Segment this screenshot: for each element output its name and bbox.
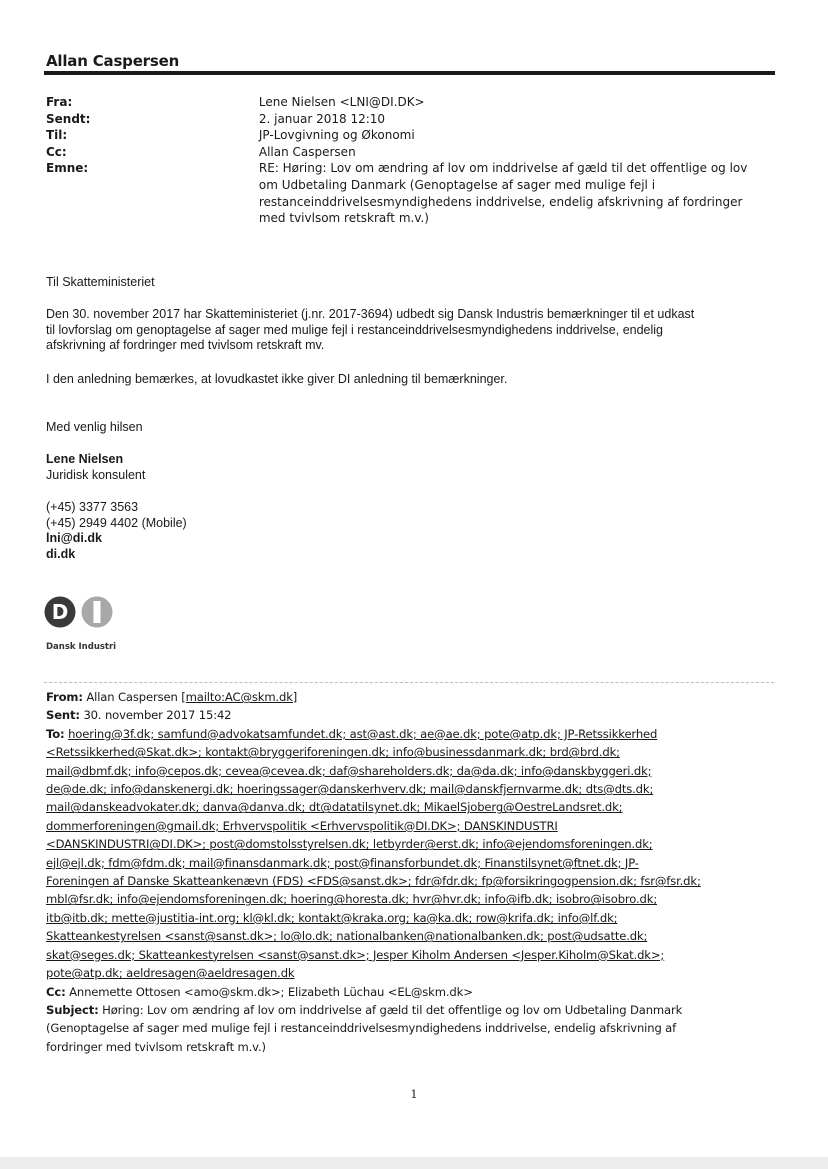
fwd-from-mailto-link[interactable]: [mailto:AC@skm.dk] [181,690,298,704]
subject-label: Emne: [46,161,89,176]
fwd-to [46,725,786,983]
forward-separator [44,682,774,683]
fwd-to-line[interactable]: mbl@fsr.dk; info@ejendomsforeningen.dk; hoering@horesta.dk; hvr@hvr.dk; info@ifb.dk; isobro@isobro.dk; [46,892,658,907]
signature-name: Lene Nielsen [46,452,124,466]
greeting: Til Skatteministeriet [46,275,155,289]
fwd-to-line[interactable]: <DANSKINDUSTRI@DI.DK>; post@domstolsstyrelsen.dk; letbyrder@erst.dk; info@ejendomsforeningen.dk; [46,837,653,852]
fwd-to-line[interactable]: ejl@ejl.dk; fdm@fdm.dk; mail@finansdanmark.dk; post@finansforbundet.dk; Finanstilsynet@ftnet.dk; JP- [46,855,639,870]
fwd-cc [46,983,786,1001]
fwd-cc-label: Cc: [46,984,66,999]
header-row-cc [46,144,776,161]
fwd-to-line[interactable]: skat@seges.dk; Skatteankestyrelsen <sanst@sanst.dk>; Jesper Kiholm Andersen <Jesper.Kiholm@Skat.dk>; [46,947,665,962]
subject-value [259,160,776,226]
header-row-to [46,127,776,144]
fwd-to-line[interactable]: mail@danskeadvokater.dk; danva@danva.dk; dt@datatilsynet.dk; MikaelSjoberg@OestreLandsret.dk; [46,800,623,815]
to-value: JP-Lovgivning og Økonomi [258,128,415,143]
subject-line: RE: Høring: Lov om ændring af lov om inddrivelse af gæld til det offentlige og lov [258,161,748,176]
sent-value: 2. januar 2018 12:10 [258,111,386,126]
fwd-subject-line: (Genoptagelse af sager med mulige fejl i restanceinddrivelsesmyndighedens inddrivelse, endelig afskrivning af [46,1021,677,1036]
mailbox-owner-name: Allan Caspersen [46,52,180,70]
sent-label: Sendt: [46,111,91,126]
subject-line: om Udbetaling Danmark (Genoptagelse af sager med mulige fejl i [258,177,656,192]
body-paragraph-1 [46,307,776,354]
header-row-from [46,94,776,111]
fwd-subject-label: Subject: [46,1002,99,1017]
to-label: Til: [46,128,68,143]
dansk-industri-logo [37,595,127,655]
fwd-to-label: To: [46,726,65,741]
subject-line: med tvivlsom retskraft m.v.) [258,211,429,226]
email-link[interactable]: lni@di.dk [46,531,102,546]
fwd-to-line[interactable]: Foreningen af Danske Skatteankenævn (FDS) <FDS@sanst.dk>; fdr@fdr.dk; fp@forsikringogpension.dk; fsr@fsr.dk; [46,874,701,889]
fwd-sent [46,706,786,724]
closing: Med venlig hilsen [46,420,143,434]
fwd-to-recipients[interactable]: hoering@3f.dk; samfund@advokatsamfundet.dk; ast@ast.dk; ae@ae.dk; pote@atp.dk; JP-Retssikkerhed [68,726,658,741]
header-rule [44,71,775,75]
mobile-number: (+45) 2949 4402 (Mobile) [46,515,187,530]
fwd-to-line[interactable]: pote@atp.dk; aeldresagen@aeldresagen.dk [46,966,295,981]
paragraph-line: afskrivning af fordringer med tvivlsom retskraft mv. [46,338,325,353]
signature-title: Juridisk konsulent [46,467,146,482]
header-row-subject [46,160,776,226]
paragraph-line: til lovforslag om genoptagelse af sager med mulige fejl i restanceinddrivelsesmyndighedens inddrivelse, endelig [46,322,664,337]
fwd-subject [46,1001,786,1056]
fwd-cc-value: Annemette Ottosen <amo@skm.dk>; Elizabeth Lüchau <EL@skm.dk> [69,984,473,999]
paragraph-line: Den 30. november 2017 har Skatteministeriet (j.nr. 2017-3694) udbedt sig Dansk Industris bemærkninger til et udkast [46,307,695,321]
fwd-to-line[interactable]: de@de.dk; info@danskenergi.dk; hoeringssager@danskerhverv.dk; mail@danskfjernvarme.dk; dts@dts.dk; [46,782,654,797]
contact-block [46,500,776,562]
fwd-sent-label: Sent: [46,708,80,723]
fwd-from [46,688,786,706]
di-logo-icon [37,595,127,655]
from-value: Lene Nielsen <LNI@DI.DK> [258,95,425,109]
fwd-to-line[interactable]: mail@dbmf.dk; info@cepos.dk; cevea@cevea.dk; daf@shareholders.dk; da@da.dk; info@danskbyggeri.dk; [46,763,652,778]
subject-line: restanceinddrivelsesmyndighedens inddrivelse, endelig afskrivning af fordringer [258,194,743,209]
logo-caption: Dansk Industri [46,642,117,652]
cc-label: Cc: [46,144,67,159]
fwd-to-line[interactable]: <Retssikkerhed@Skat.dk>; kontakt@bryggeriforeningen.dk; info@businessdanmark.dk; brd@brd.dk; [46,745,620,760]
fwd-from-name: Allan Caspersen [86,690,178,704]
header-row-sent [46,111,776,128]
fwd-sent-value: 30. november 2017 15:42 [83,708,232,723]
fwd-subject-text: Høring: Lov om ændring af lov om inddrivelse af gæld til det offentlige og lov om Udbetaling Danmark [102,1002,683,1017]
website-link[interactable]: di.dk [46,546,76,561]
body-paragraph-2: I den anledning bemærkes, at lovudkastet ikke giver DI anledning til bemærkninger. [46,372,508,386]
from-label: Fra: [46,95,73,109]
fwd-subject-line [46,1001,786,1019]
fwd-subject-line: fordringer med tvivlsom retskraft m.v.) [46,1039,266,1054]
logo-letter-i [94,601,101,623]
scan-edge [0,1157,828,1169]
forwarded-message-header [46,688,786,1056]
logo-letter-d: D [51,600,69,624]
phone-number: (+45) 3377 3563 [46,500,139,514]
page-number: 1 [410,1088,418,1101]
fwd-to-line[interactable]: itb@itb.dk; mette@justitia-int.org; kl@kl.dk; kontakt@kraka.org; ka@ka.dk; row@krifa.dk; info@lf.dk; [46,910,618,925]
signature [46,452,776,483]
fwd-to-line[interactable]: dommerforeningen@gmail.dk; Erhvervspolitik <Erhvervspolitik@DI.DK>; DANSKINDUSTRI [46,818,558,833]
fwd-to-line [46,725,786,743]
email-header [46,94,776,227]
cc-value: Allan Caspersen [258,144,356,159]
fwd-to-line[interactable]: Skatteankestyrelsen <sanst@sanst.dk>; lo@lo.dk; nationalbanken@nationalbanken.dk; post@udsatte.dk; [46,929,648,944]
fwd-from-label: From: [46,690,83,704]
